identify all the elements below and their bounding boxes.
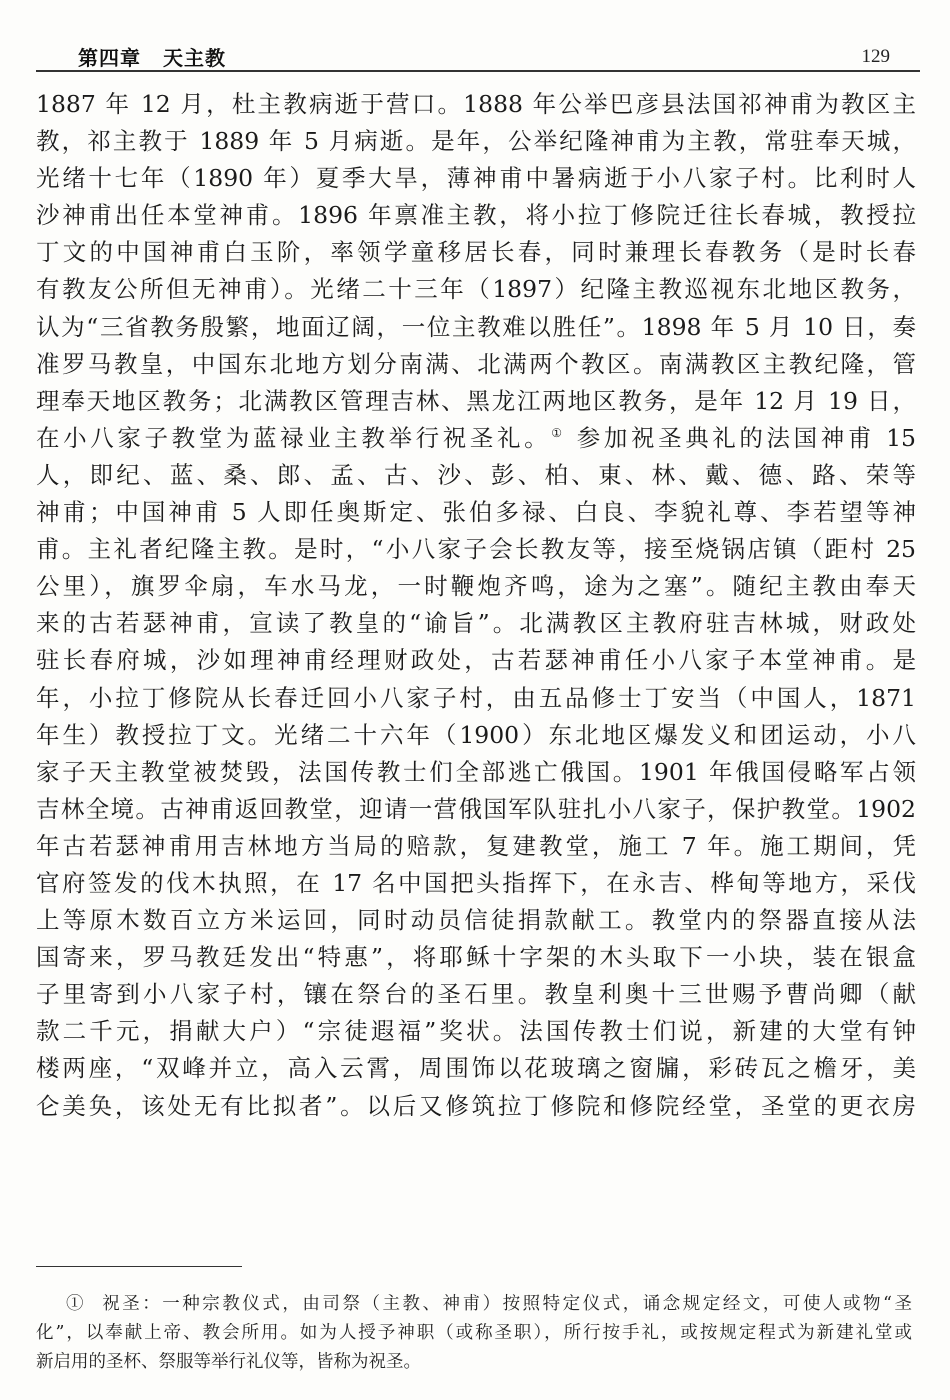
footnote-reference[interactable]: ① — [551, 426, 566, 441]
text-line: 沙神甫出任本堂神甫。1896 年禀准主教，将小拉丁修院迁往长春城，教授拉 — [36, 201, 916, 230]
text-line: 驻长春府城，沙如理神甫经理财政处，古若瑟神甫任小八家子本堂神甫。是 — [36, 646, 916, 675]
text-line: 丁文的中国神甫白玉阶，率领学童移居长春，同时兼理长春教务（是时长春 — [36, 238, 916, 267]
text-line: 官府签发的伐木执照，在 17 名中国把头指挥下，在永吉、桦甸等地方，采伐 — [36, 868, 916, 897]
text-line-tail: 参加祝圣典礼的法国神甫 15 — [576, 423, 916, 452]
footnote-marker: ① — [66, 1294, 87, 1314]
header-rule — [36, 70, 920, 72]
chapter-number: 第四章 — [78, 46, 141, 70]
running-header — [78, 38, 918, 72]
footnote-rule — [36, 1266, 242, 1267]
footnote-text: 祝圣：一种宗教仪式，由司祭（主教、神甫）按照特定仪式，诵念规定经文，可使人或物“圣 — [102, 1294, 912, 1314]
chapter-heading — [78, 42, 226, 71]
body-text — [36, 86, 916, 1125]
text-line: 人，即纪、蓝、桑、郎、孟、古、沙、彭、柏、東、林、戴、德、路、荣等 — [36, 460, 916, 489]
text-line: 楼两座，“双峰并立，高入云霄，周围饰以花玻璃之窗牖，彩砖瓦之檐牙，美 — [36, 1054, 916, 1083]
text-line: 仑美奂，该处无有比拟者”。以后又修筑拉丁修院和修院经堂，圣堂的更衣房 — [36, 1091, 916, 1120]
text-line: 吉林全境。古神甫返回教堂，迎请一营俄国军队驻扎小八家子，保护教堂。1902 — [36, 794, 916, 823]
text-line: 有教友公所但无神甫）。光绪二十三年（1897）纪隆主教巡视东北地区教务， — [36, 275, 916, 304]
text-line: 年，小拉丁修院从长春迁回小八家子村，由五品修士丁安当（中国人，1871 — [36, 683, 916, 712]
footnote-line: 化”，以奉献上帝、教会所用。如为人授予神职（或称圣职），所行按手礼，或按规定程式为新建礼堂或 — [36, 1323, 912, 1343]
footnote-line: 新启用的圣杯、祭服等举行礼仪等，皆称为祝圣。 — [36, 1352, 421, 1372]
text-line: 年古若瑟神甫用吉林地方当局的赔款，复建教堂，施工 7 年。施工期间，凭 — [36, 831, 916, 860]
text-line: 家子天主教堂被焚毁，法国传教士们全部逃亡俄国。1901 年俄国侵略军占领 — [36, 757, 916, 786]
text-line: 公里），旗罗伞扇，车水马龙，一时鞭炮齐鸣，途为之塞”。随纪主教由奉天 — [36, 572, 916, 601]
text-line: 教，祁主教于 1889 年 5 月病逝。是年，公举纪隆神甫为主教，常驻奉天城， — [36, 127, 916, 156]
text-line-head: 在小八家子教堂为蓝禄业主教举行祝圣礼。 — [36, 423, 552, 452]
text-line: 款二千元，捐献大户）“宗徒遐福”奖状。法国传教士们说，新建的大堂有钟 — [36, 1017, 916, 1046]
chapter-title: 天主教 — [163, 46, 226, 70]
text-line: 理奉天地区教务；北满教区管理吉林、黑龙江两地区教务，是年 12 月 19 日， — [36, 386, 916, 415]
text-line: 1887 年 12 月，杜主教病逝于营口。1888 年公举巴彦县法国祁神甫为教区主 — [36, 90, 916, 118]
text-line: 甫。主礼者纪隆主教。是时，“小八家子会长教友等，接至烧锅店镇（距村 25 — [36, 535, 916, 564]
text-line: 光绪十七年（1890 年）夏季大旱，薄神甫中暑病逝于小八家子村。比利时人 — [36, 164, 916, 193]
text-line: 年生）教授拉丁文。光绪二十六年（1900）东北地区爆发义和团运动，小八 — [36, 720, 916, 749]
text-line: 上等原木数百立方米运回，同时动员信徒捐款献工。教堂内的祭器直接从法 — [36, 906, 916, 935]
text-line: 准罗马教皇，中国东北地方划分南满、北满两个教区。南满教区主教纪隆，管 — [36, 349, 916, 378]
text-line: 神甫；中国神甫 5 人即任奥斯定、张伯多禄、白良、李貌礼尊、李若望等神 — [36, 498, 916, 527]
page-number: 129 — [861, 46, 890, 67]
text-line: 子里寄到小八家子村，镶在祭台的圣石里。教皇利奥十三世赐予曹尚卿（献 — [36, 980, 916, 1009]
footnote-line — [36, 1290, 912, 1319]
text-line-with-footnote — [36, 420, 916, 457]
text-line: 来的古若瑟神甫，宣读了教皇的“谕旨”。北满教区主教府驻吉林城，财政处 — [36, 609, 916, 638]
text-line: 认为“三省教务殷繁，地面辽阔，一位主教难以胜任”。1898 年 5 月 10 日，奏 — [36, 312, 916, 341]
footnotes — [36, 1290, 912, 1377]
text-line: 国寄来，罗马教廷发出“特惠”，将耶稣十字架的木头取下一小块，装在银盒 — [36, 943, 916, 972]
